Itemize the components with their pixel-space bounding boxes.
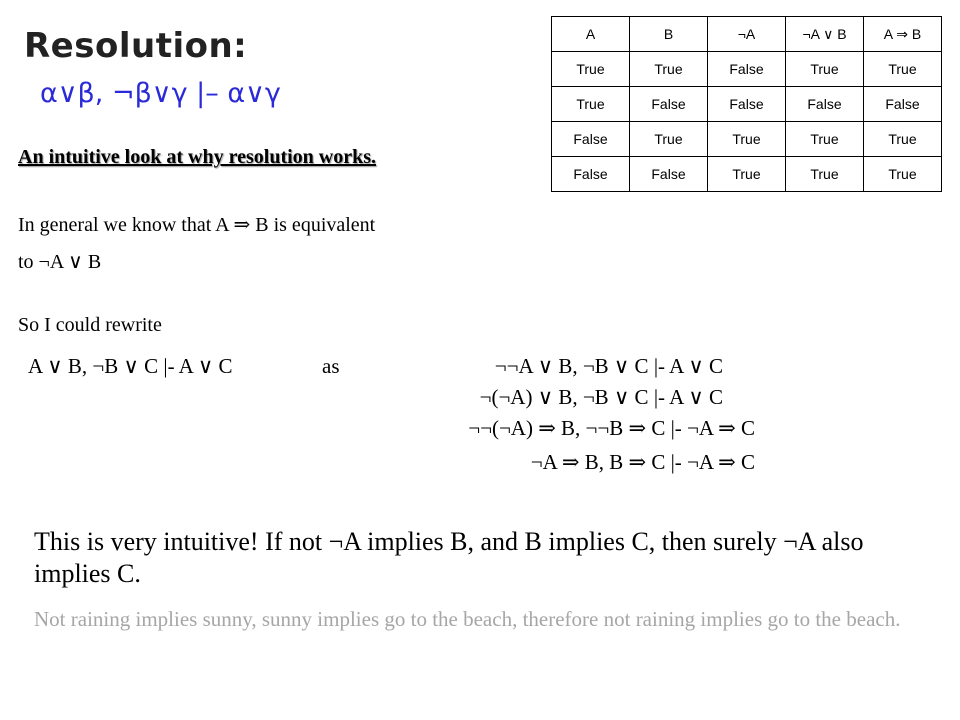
table-cell: True: [864, 122, 942, 157]
rewrite-step-3: ¬¬(¬A) ⇒ B, ¬¬B ⇒ C |- ¬A ⇒ C: [468, 416, 755, 440]
conclusion-text: This is very intuitive! If not ¬A implies B, and B implies C, then surely ¬A also implies C.: [34, 527, 864, 588]
header-cell: ¬A: [708, 17, 786, 52]
slide-title: Resolution:: [24, 26, 248, 66]
header-cell: B: [630, 17, 708, 52]
rewrite-step-2: ¬(¬A) ∨ B, ¬B ∨ C |- A ∨ C: [479, 385, 723, 409]
table-cell: False: [552, 157, 630, 192]
table-cell: False: [708, 87, 786, 122]
table-cell: True: [864, 52, 942, 87]
table-cell: True: [786, 157, 864, 192]
table-cell: False: [552, 122, 630, 157]
table-row: [552, 52, 942, 87]
table-cell: True: [864, 157, 942, 192]
table-cell: False: [864, 87, 942, 122]
table-row: [552, 87, 942, 122]
table-cell: True: [786, 122, 864, 157]
rewrite-step-1: ¬¬A ∨ B, ¬B ∨ C |- A ∨ C: [494, 354, 723, 378]
table-cell: False: [630, 87, 708, 122]
table-cell: True: [552, 52, 630, 87]
table-row: [552, 122, 942, 157]
rewrite-step-4: ¬A ⇒ B, B ⇒ C |- ¬A ⇒ C: [530, 450, 755, 474]
table-cell: True: [552, 87, 630, 122]
table-cell: False: [630, 157, 708, 192]
rewrite-intro: So I could rewrite: [18, 314, 162, 336]
section-heading: An intuitive look at why resolution works.: [18, 146, 377, 168]
general-statement-line-1: In general we know that A ⇒ B is equivalent: [18, 214, 376, 236]
general-statement-line-2: to ¬A ∨ B: [18, 251, 102, 273]
table-cell: False: [786, 87, 864, 122]
header-cell: A: [552, 17, 630, 52]
truth-table: [551, 16, 942, 192]
example-text: Not raining implies sunny, sunny implies go to the beach, therefore not raining implies go to the beach.: [34, 607, 901, 631]
resolution-rule: α∨β, ¬β∨γ |– α∨γ: [40, 78, 281, 109]
header-cell: ¬A ∨ B: [786, 17, 864, 52]
table-cell: True: [708, 157, 786, 192]
table-cell: True: [786, 52, 864, 87]
original-derivation: A ∨ B, ¬B ∨ C |- A ∨ C: [28, 354, 233, 378]
table-cell: True: [708, 122, 786, 157]
truth-table-header-row: [552, 17, 942, 52]
header-cell: A ⇒ B: [864, 17, 942, 52]
table-cell: False: [708, 52, 786, 87]
table-cell: True: [630, 122, 708, 157]
table-cell: True: [630, 52, 708, 87]
as-label: as: [322, 354, 340, 378]
table-row: [552, 157, 942, 192]
